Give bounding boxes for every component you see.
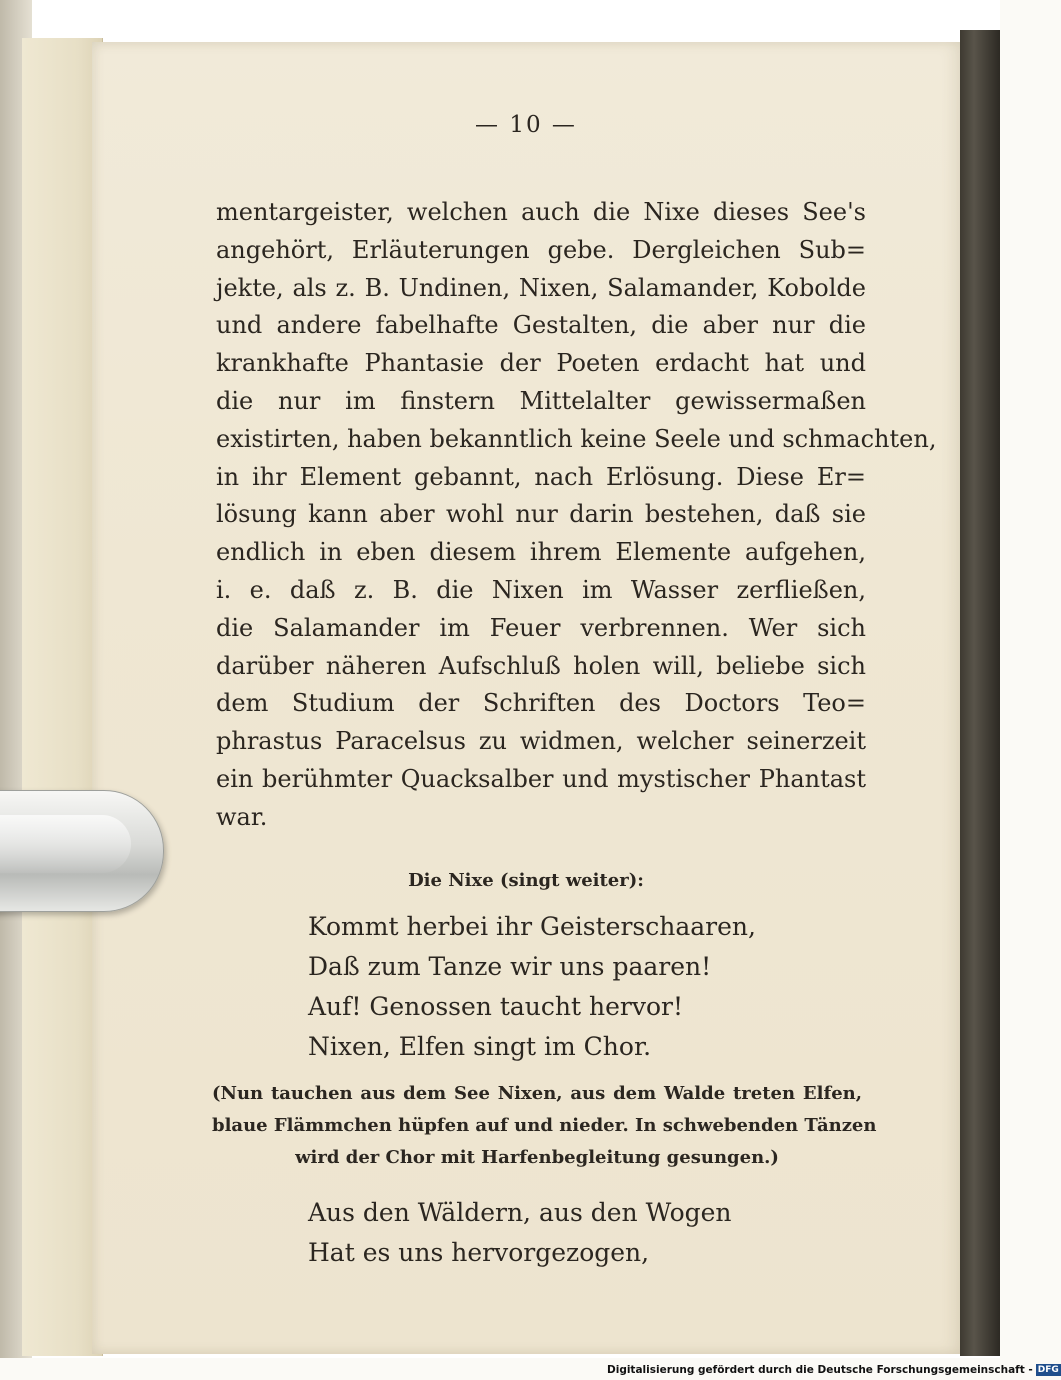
adjacent-page-edge (22, 38, 103, 1356)
prose-line: endlich in eben diesem ihrem Elemente aufgehen, (216, 538, 866, 567)
verse-line: Nixen, Elfen singt im Chor. (308, 1032, 652, 1061)
prose-line: lösung kann aber wohl nur darin bestehen, daß sie (216, 500, 866, 529)
prose-line: i. e. daß z. B. die Nixen im Wasser zerfließen, (216, 575, 866, 604)
page-content (92, 42, 960, 1354)
prose-line: und andere fabelhafte Gestalten, die aber nur die (216, 311, 866, 340)
verse-line: Kommt herbei ihr Geisterschaaren, (308, 912, 756, 941)
prose-line: darüber näheren Aufschluß holen will, beliebe sich (216, 651, 866, 680)
verse-stanza-2 (308, 1193, 732, 1273)
page-number: — 10 — (475, 112, 577, 138)
prose-line: mentargeister, welchen auch die Nixe dieses See's (216, 198, 866, 226)
prose-line: existirten, haben bekanntlich keine Seele und schmachten, (216, 424, 937, 453)
prose-line: die Salamander im Feuer verbrennen. Wer sich (216, 613, 866, 642)
stage-direction (212, 1078, 877, 1174)
prose-line: ein berühmter Quacksalber und mystischer Phantast (216, 764, 866, 793)
speaker-heading: Die Nixe (singt weiter): (408, 870, 644, 891)
stage-direction-line: blaue Flämmchen hüpfen auf und nieder. In schwebenden Tänzen (212, 1115, 877, 1136)
digitization-credit (607, 1362, 1061, 1378)
dfg-logo: DFG (1037, 1365, 1059, 1375)
stage-direction-line: wird der Chor mit Harfenbegleitung gesungen.) (295, 1147, 779, 1168)
prose-block (216, 194, 937, 837)
credit-text: Digitalisierung gefördert durch die Deutsche Forschungsgemeinschaft - (607, 1364, 1033, 1376)
prose-line: war. (216, 802, 268, 831)
verse-line: Daß zum Tanze wir uns paaren! (308, 952, 712, 981)
binding-edge (960, 30, 1000, 1356)
page-clip (0, 790, 164, 912)
prose-line: phrastus Paracelsus zu widmen, welcher seinerzeit (216, 727, 866, 756)
prose-line: angehört, Erläuterungen gebe. Dergleichen Sub= (216, 235, 866, 264)
verse-line: Auf! Genossen taucht hervor! (308, 992, 683, 1021)
prose-line: jekte, als z. B. Undinen, Nixen, Salamander, Kobolde (216, 273, 866, 302)
prose-line: die nur im finstern Mittelalter gewissermaßen (216, 386, 866, 415)
book-page (92, 42, 960, 1354)
clip-highlight (0, 815, 131, 873)
prose-line: krankhafte Phantasie der Poeten erdacht hat und (216, 349, 866, 378)
verse-stanza (308, 907, 756, 1067)
verse-line: Aus den Wäldern, aus den Wogen (308, 1198, 732, 1227)
prose-line: in ihr Element gebannt, nach Erlösung. Diese Er= (216, 462, 866, 491)
stage-direction-line: (Nun tauchen aus dem See Nixen, aus dem Walde treten Elfen, (212, 1083, 862, 1104)
prose-line: dem Studium der Schriften des Doctors Teo= (216, 689, 866, 718)
verse-line: Hat es uns hervorgezogen, (308, 1238, 650, 1267)
